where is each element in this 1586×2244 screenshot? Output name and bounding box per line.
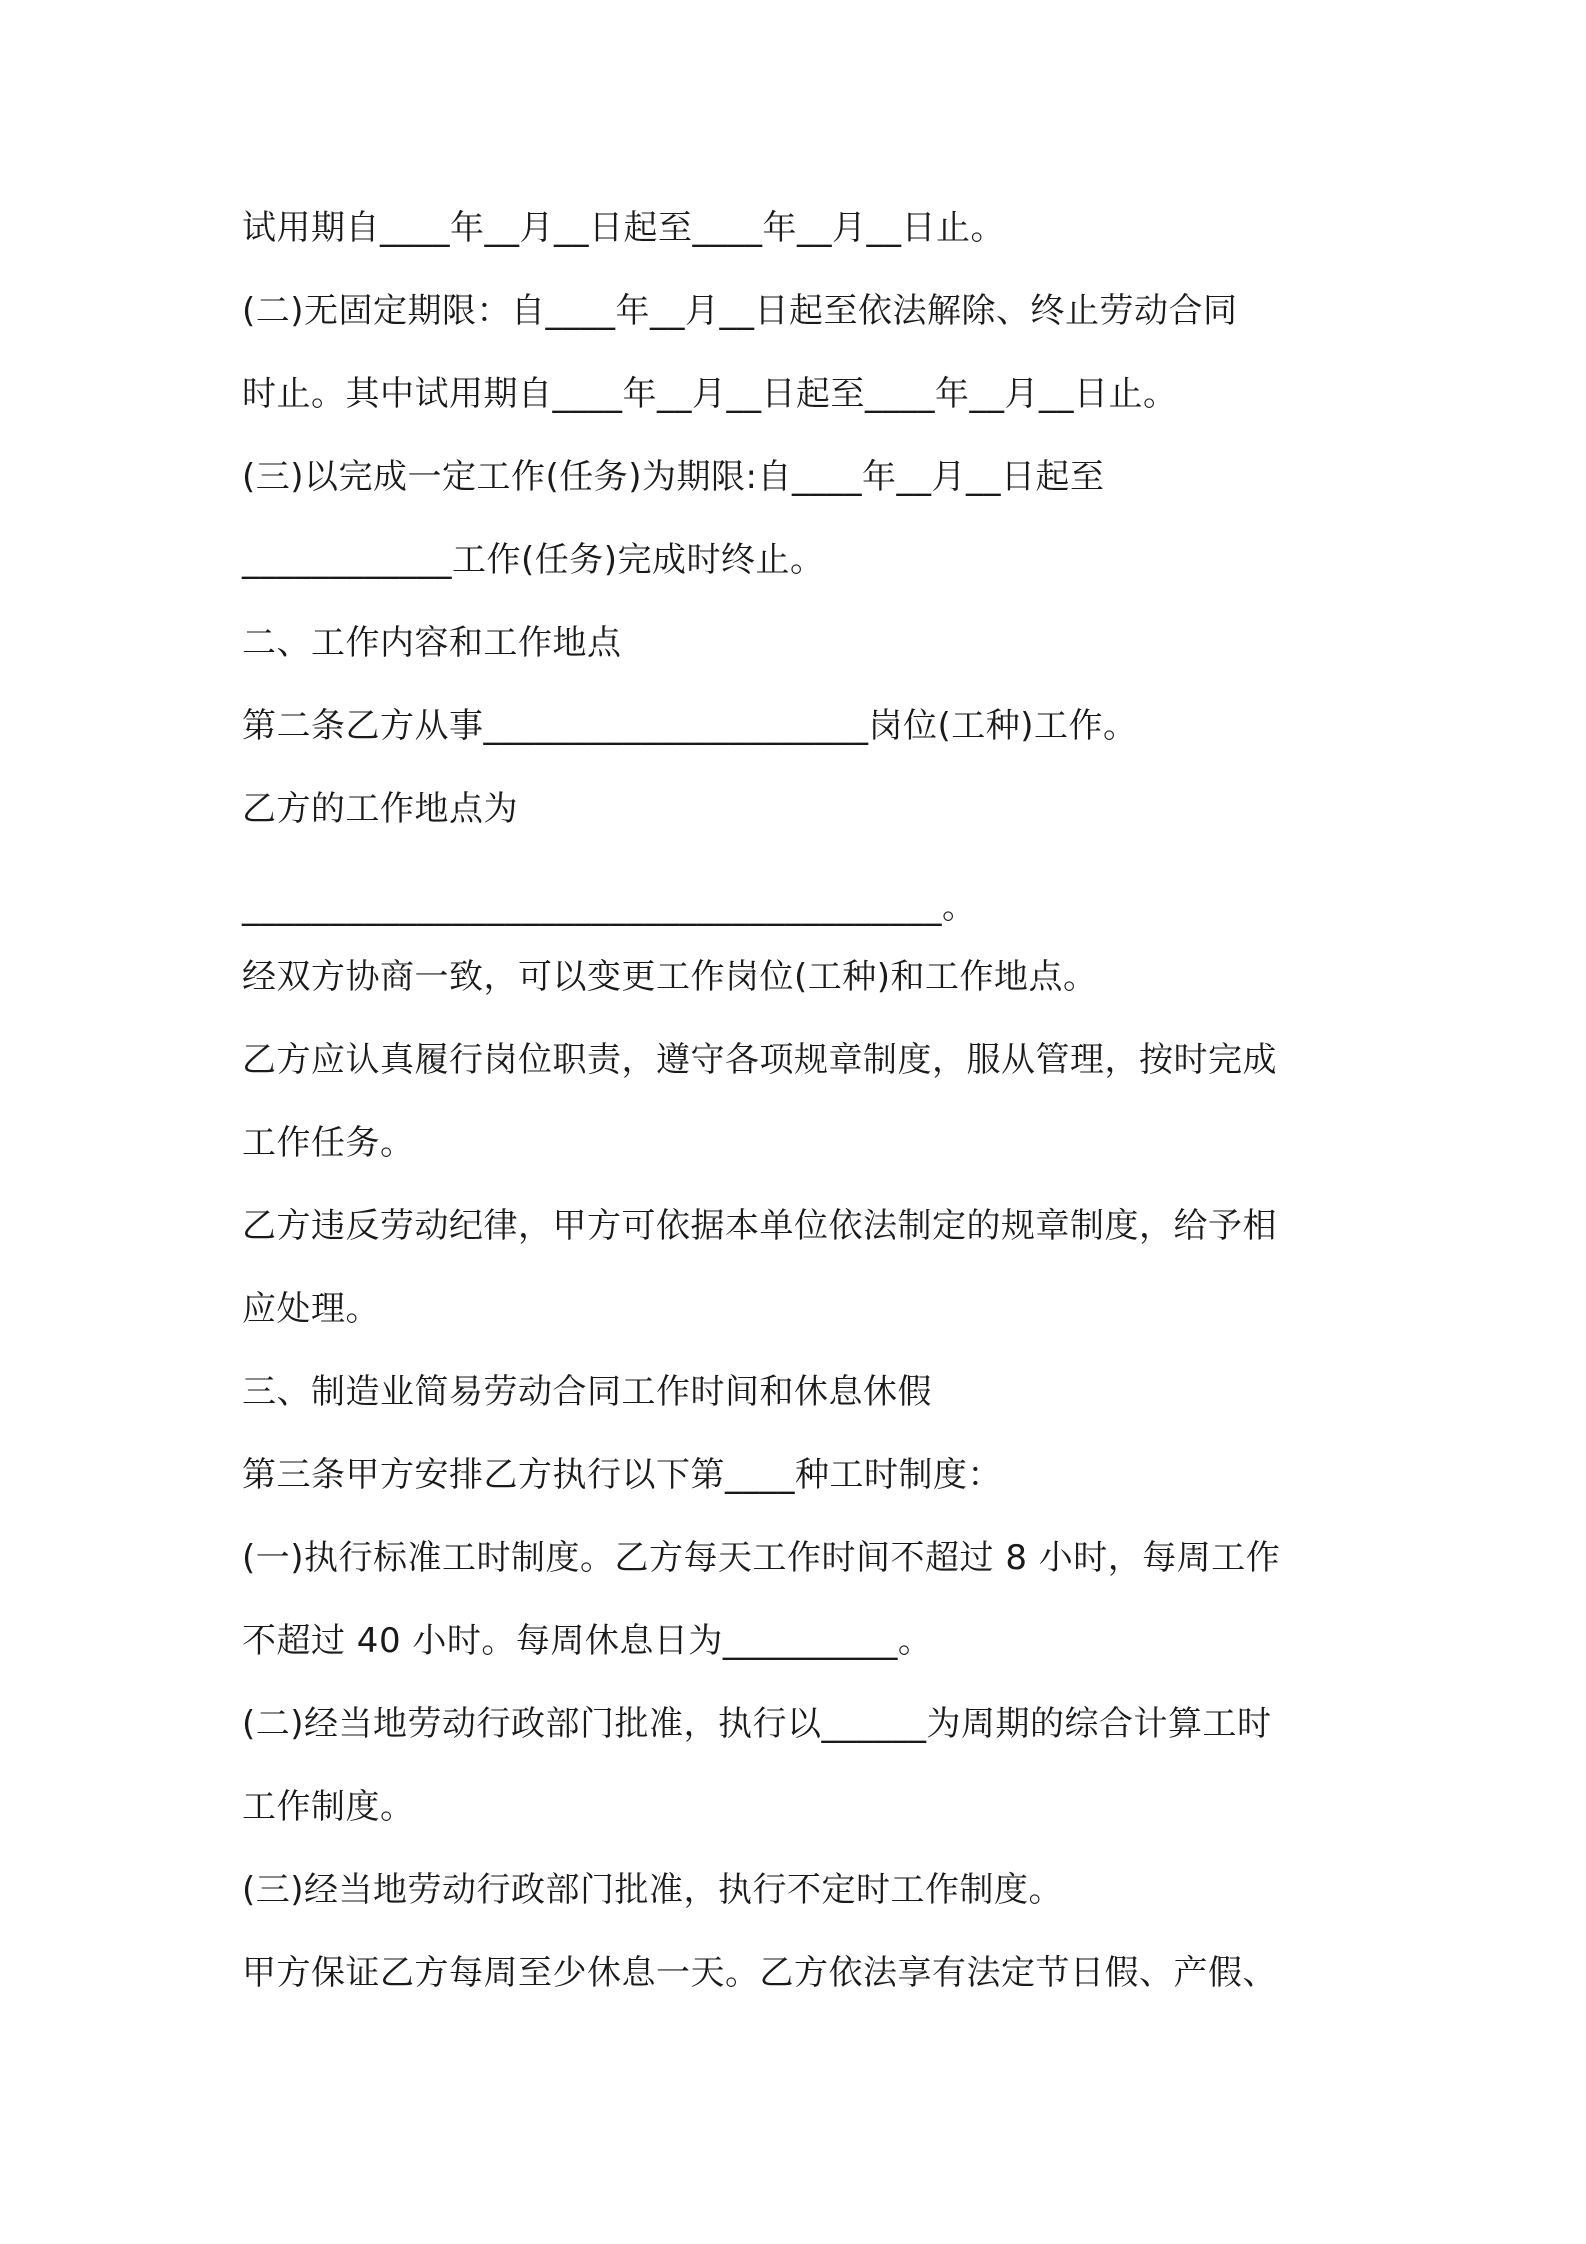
text-line-task-completion: ____________工作(任务)完成时终止。 [242, 540, 825, 580]
text-line-work-location-blank: ________________________________________。 [242, 887, 977, 927]
text-line-trial-period: 试用期自____年__月__日起至____年__月__日止。 [242, 208, 1005, 248]
section-heading-working-hours: 三、制造业简易劳动合同工作时间和休息休假 [242, 1372, 932, 1412]
text-line-duties-cont: 工作任务。 [242, 1123, 415, 1163]
text-line-rest-days: 甲方保证乙方每周至少休息一天。乙方依法享有法定节日假、产假、 [242, 1953, 1277, 1993]
text-line-open-ended-trial: 时止。其中试用期自____年__月__日起至____年__月__日止。 [242, 374, 1178, 414]
text-line-task-term: (三)以完成一定工作(任务)为期限:自____年__月__日起至 [242, 457, 1105, 497]
text-line-standard-hours-cont: 不超过 40 小时。每周休息日为__________。 [242, 1621, 933, 1661]
text-line-article-3: 第三条甲方安排乙方执行以下第____种工时制度： [242, 1455, 1002, 1495]
text-line-discipline-cont: 应处理。 [242, 1289, 380, 1329]
text-line-duties: 乙方应认真履行岗位职责，遵守各项规章制度，服从管理，按时完成 [242, 1040, 1277, 1080]
text-line-open-ended-term: (二)无固定期限：自____年__月__日起至依法解除、终止劳动合同 [242, 291, 1238, 331]
text-line-standard-hours: (一)执行标准工时制度。乙方每天工作时间不超过 8 小时，每周工作 [242, 1538, 1281, 1578]
text-line-article-2: 第二条乙方从事______________________岗位(工种)工作。 [242, 706, 1138, 746]
text-line-work-location-label: 乙方的工作地点为 [242, 789, 518, 829]
text-line-flexible-hours: (三)经当地劳动行政部门批准，执行不定时工作制度。 [242, 1870, 1064, 1910]
text-line-comprehensive-hours: (二)经当地劳动行政部门批准，执行以______为周期的综合计算工时 [242, 1704, 1272, 1744]
text-line-change-by-agreement: 经双方协商一致，可以变更工作岗位(工种)和工作地点。 [242, 957, 1098, 997]
text-line-discipline: 乙方违反劳动纪律，甲方可依据本单位依法制定的规章制度，给予相 [242, 1206, 1277, 1246]
text-line-comprehensive-hours-cont: 工作制度。 [242, 1787, 415, 1827]
section-heading-work-content: 二、工作内容和工作地点 [242, 623, 622, 663]
